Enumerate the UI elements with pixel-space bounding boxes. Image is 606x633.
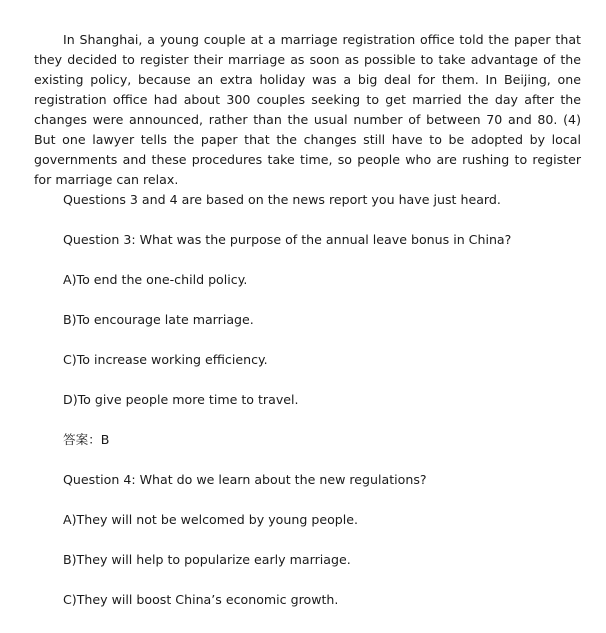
q3-option-b: B)To encourage late marriage.: [63, 312, 254, 327]
q3-answer: 答案：B: [63, 432, 110, 447]
document-body: [34, 30, 581, 190]
q3-option-d: D)To give people more time to travel.: [63, 392, 299, 407]
q4-option-a: A)They will not be welcomed by young people.: [63, 512, 359, 527]
q4-option-b: B)They will help to popularize early marriage.: [63, 552, 351, 567]
q3-option-c: C)To increase working efficiency.: [63, 352, 268, 367]
questions-intro: Questions 3 and 4 are based on the news report you have just heard.: [63, 192, 501, 207]
q3-option-a: A)To end the one-child policy.: [63, 272, 248, 287]
passage-paragraph: In Shanghai, a young couple at a marriage registration office told the paper that they decided to register their marriage as soon as possible to take advantage of the existing policy, because an extra holiday was a big deal for them. In Beijing, one registration office had about 300 couples seeking to get married the day after the changes were announced, rather than the usual number of between 70 and 80. (4) But one lawyer tells the paper that the changes still have to be adopted by local governments and these procedures take time, so people who are rushing to register for marriage can relax.: [34, 32, 581, 187]
q4-option-c: C)They will boost China’s economic growth.: [63, 592, 339, 607]
question-3: Question 3: What was the purpose of the annual leave bonus in China?: [63, 232, 512, 247]
question-4: Question 4: What do we learn about the new regulations?: [63, 472, 427, 487]
